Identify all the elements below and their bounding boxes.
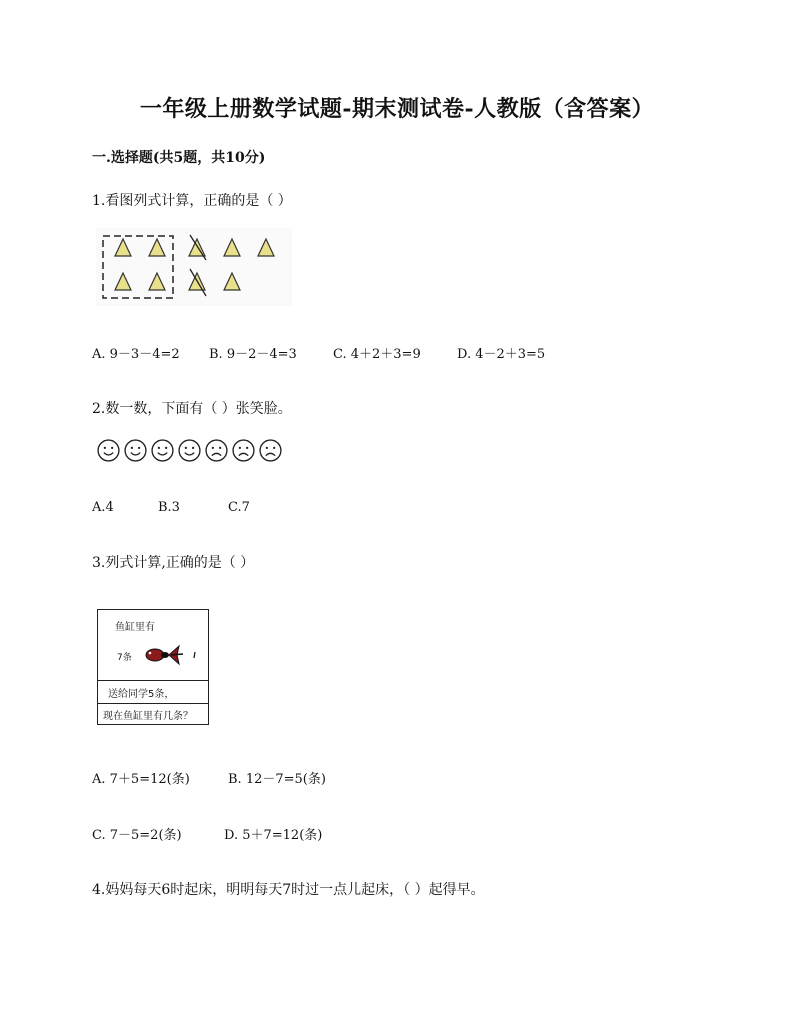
- triangle-shape: [149, 273, 165, 290]
- fish-icon: [141, 640, 201, 670]
- frowny-face-icon: [258, 438, 283, 463]
- triangle-shape: [258, 239, 274, 256]
- question-1: 1.看图列式计算，正确的是（ ）: [92, 193, 292, 209]
- option-c[interactable]: C. 4＋2＋3=9: [333, 347, 421, 362]
- page-title: 一年级上册数学试题-期末测试卷-人教版（含答案）: [139, 96, 655, 122]
- figure-line-4: 现在鱼缸里有几条？: [103, 711, 193, 722]
- triangle-figure: [96, 228, 292, 306]
- faces-row: [96, 438, 283, 466]
- question-1-options: [92, 343, 545, 362]
- option-b[interactable]: B. 9－2－4=3: [209, 347, 297, 362]
- option-a[interactable]: A.4: [92, 500, 114, 515]
- option-b[interactable]: B. 12－7=5(条): [228, 772, 326, 787]
- question-3-options-row-2: [92, 824, 322, 843]
- option-a[interactable]: A. 7＋5=12(条): [92, 772, 190, 787]
- option-a[interactable]: A. 9－3－4=2: [92, 347, 180, 362]
- frowny-face-icon: [231, 438, 256, 463]
- figure-line-1: 鱼缸里有: [115, 622, 155, 633]
- question-4: 4.妈妈每天6时起床，明明每天7时过一点儿起床，（ ）起得早。: [92, 882, 485, 898]
- option-b[interactable]: B.3: [158, 500, 180, 515]
- option-c[interactable]: C. 7－5=2(条): [92, 828, 182, 843]
- option-d[interactable]: D. 5＋7=12(条): [224, 828, 323, 843]
- triangle-shape: [149, 239, 165, 256]
- question-2: 2.数一数，下面有（ ）张笑脸。: [92, 401, 292, 417]
- triangle-shape: [224, 239, 240, 256]
- triangle-shape: [115, 273, 131, 290]
- section-heading: 一.选择题(共5题，共10分): [92, 150, 266, 166]
- figure-line-3: 送给同学5条，: [108, 689, 175, 700]
- smiley-face-icon: [96, 438, 121, 463]
- figure-line-2: 7条: [117, 653, 132, 663]
- option-d[interactable]: D. 4－2＋3=5: [457, 347, 546, 362]
- smiley-face-icon: [177, 438, 202, 463]
- triangle-shape: [224, 273, 240, 290]
- frowny-face-icon: [204, 438, 229, 463]
- option-c[interactable]: C.7: [228, 500, 250, 515]
- question-2-options: [92, 500, 250, 515]
- smiley-face-icon: [150, 438, 175, 463]
- question-3: 3.列式计算,正确的是（ ）: [92, 555, 255, 571]
- triangle-shape: [189, 239, 205, 256]
- triangle-shape: [115, 239, 131, 256]
- fish-tank-figure: [97, 609, 209, 725]
- smiley-face-icon: [123, 438, 148, 463]
- question-3-options-row-1: [92, 768, 326, 787]
